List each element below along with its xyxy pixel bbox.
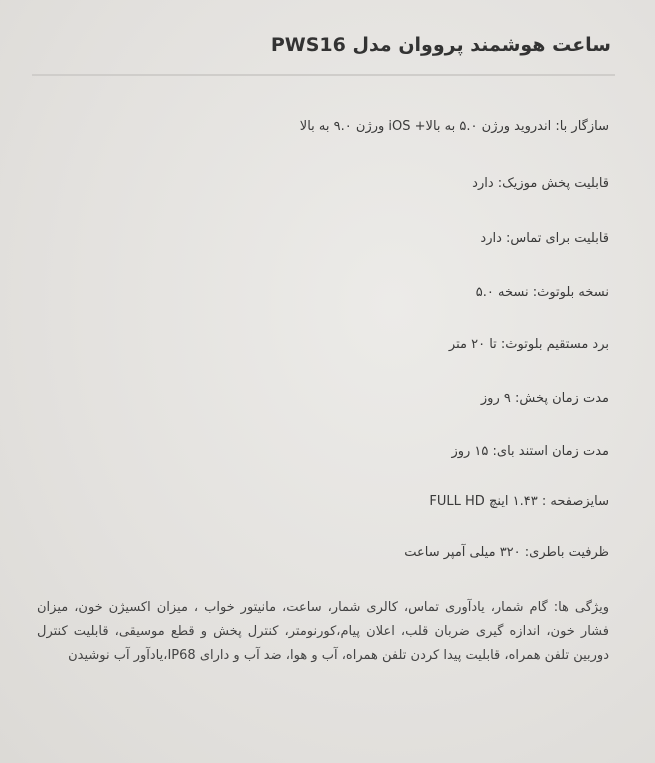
spec-bluetooth-version: نسخه بلوتوث: نسخه ۵.۰ [475, 285, 609, 300]
spec-playback-time: مدت زمان پخش: ۹ روز [480, 391, 609, 406]
spec-screen-size: سایزصفحه : ۱.۴۳ اینچ FULL HD [429, 494, 609, 509]
spec-bluetooth-range: برد مستقیم بلوتوث: تا ۲۰ متر [448, 337, 609, 352]
spec-music-playback: قابلیت پخش موزیک: دارد [472, 176, 609, 191]
spec-battery-capacity: ظرفیت باطری: ۳۲۰ میلی آمپر ساعت [404, 545, 609, 560]
spec-features: ویژگی ها: گام شمار، یادآوری تماس، کالری شمار، ساعت، مانیتور خواب ، میزان اکسیژن خون، میزان فشار خون، اندازه گیری ضربان قلب، اعلان پیام،کورنومتر، کنترل پخش و قطع موسیقی، قابلیت کنترل دوربین تلفن همراه، قابلیت پیدا کردن تلفن همراه، آب و هوا، ضد آب و دارای IP68،یادآور آب نوشیدن [37, 600, 609, 663]
product-title: ساعت هوشمند پرووان مدل PWS16 [270, 34, 611, 56]
title-divider [32, 74, 615, 76]
spec-standby-time: مدت زمان استند بای: ۱۵ روز [451, 444, 609, 459]
spec-compatibility: سازگار با: اندروید ورژن ۵.۰ به بالا+ iOS ورژن ۹.۰ به بالا [299, 119, 609, 134]
spec-calling: قابلیت برای تماس: دارد [480, 231, 609, 246]
